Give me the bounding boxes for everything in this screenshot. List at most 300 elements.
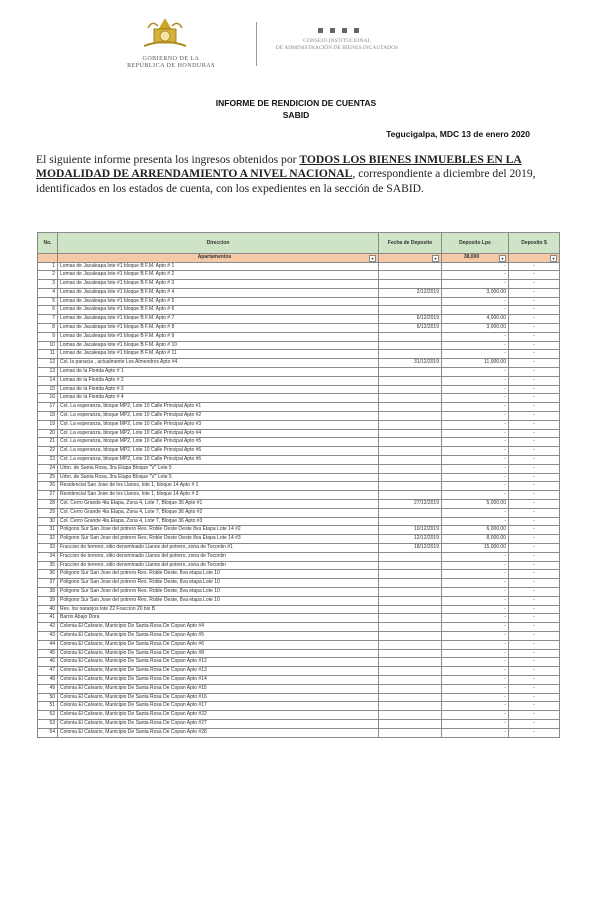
row-date: [379, 561, 442, 570]
table-row: [38, 517, 560, 526]
row-deposit-usd: -: [509, 368, 560, 377]
row-deposit-lps: -: [442, 605, 509, 614]
row-number: 38: [38, 587, 58, 596]
row-address: Colonia El Calvario, Municipio De Santa Rosa De Copan Apto #8: [58, 649, 379, 658]
row-deposit-usd: -: [509, 508, 560, 517]
letterhead: [0, 0, 592, 90]
row-address: Colonia El Calvario, Municipio De Santa Rosa De Copan Apto #28: [58, 728, 379, 737]
table-row: [38, 684, 560, 693]
table-row: [38, 491, 560, 500]
row-date: [379, 403, 442, 412]
row-deposit-lps: -: [442, 368, 509, 377]
row-address: Lomas de Jacaleapa lote #1 bloque B F.M. Apto # 6: [58, 306, 379, 315]
row-address: Col. Cerro Grande 4ta Etapa, Zona 4, Lote 7, Bloque 36 Apto #2: [58, 508, 379, 517]
row-address: Col. Cerro Grande 4ta Etapa, Zona 4, Lote 7, Bloque 36 Apto #1: [58, 500, 379, 509]
table-row: [38, 315, 560, 324]
filter-dropdown-icon[interactable]: ▾: [369, 255, 376, 262]
row-deposit-lps: -: [442, 711, 509, 720]
row-deposit-usd: -: [509, 420, 560, 429]
row-date: [379, 262, 442, 271]
row-number: 8: [38, 324, 58, 333]
table-row: [38, 262, 560, 271]
row-number: 42: [38, 623, 58, 632]
row-date: [379, 271, 442, 280]
col-header-deposito-usd: Deposito $: [509, 233, 560, 254]
row-date: [379, 623, 442, 632]
table-row: [38, 403, 560, 412]
table-row: [38, 332, 560, 341]
row-deposit-usd: -: [509, 658, 560, 667]
row-number: 6: [38, 306, 58, 315]
table-row: [38, 464, 560, 473]
row-deposit-usd: -: [509, 596, 560, 605]
row-date: [379, 605, 442, 614]
table-row: [38, 693, 560, 702]
row-address: Lomas de Jacaleapa lote #1 bloque B F.M. Apto # 4: [58, 288, 379, 297]
row-deposit-lps: -: [442, 271, 509, 280]
row-date: [379, 368, 442, 377]
row-date: [379, 420, 442, 429]
row-number: 34: [38, 552, 58, 561]
row-deposit-usd: -: [509, 447, 560, 456]
row-date: 12/12/2019: [379, 535, 442, 544]
table-row: [38, 271, 560, 280]
table-row: [38, 535, 560, 544]
row-deposit-usd: -: [509, 579, 560, 588]
report-subtitle: SABID: [282, 110, 310, 120]
row-date: [379, 385, 442, 394]
row-address: Fraccion de terreno, sitio denominado Llanos del potrero, zona de Tocontin #1: [58, 544, 379, 553]
row-number: 54: [38, 728, 58, 737]
row-number: 16: [38, 394, 58, 403]
row-deposit-lps: -: [442, 675, 509, 684]
row-deposit-lps: -: [442, 438, 509, 447]
table-row: [38, 394, 560, 403]
table-row: [38, 675, 560, 684]
table-row: [38, 280, 560, 289]
row-deposit-lps: -: [442, 570, 509, 579]
table-row: [38, 579, 560, 588]
row-date: 18/12/2019: [379, 544, 442, 553]
row-deposit-lps: -: [442, 719, 509, 728]
row-number: 14: [38, 376, 58, 385]
intro-bold-text: TODOS LOS BIENES INMUEBLES EN LA MODALIDAD DE ARRENDAMIENTO A NIVEL NACIONAL: [36, 153, 522, 181]
row-deposit-lps: -: [442, 649, 509, 658]
table-row: [38, 473, 560, 482]
row-deposit-lps: -: [442, 596, 509, 605]
col-header-no: No.: [38, 233, 58, 254]
row-address: Colonia El Calvario, Municipio De Santa Rosa De Copan Apto #12: [58, 658, 379, 667]
row-address: Colonia El Calvario, Municipio De Santa Rosa De Copan Apto #5: [58, 631, 379, 640]
row-deposit-usd: -: [509, 693, 560, 702]
row-deposit-lps: -: [442, 456, 509, 465]
row-number: 18: [38, 412, 58, 421]
row-deposit-usd: -: [509, 526, 560, 535]
row-address: Lomas de la Florida Apto # 2: [58, 376, 379, 385]
row-address: Colonia El Calvario, Municipio De Santa Rosa De Copan Apto #4: [58, 623, 379, 632]
row-date: [379, 350, 442, 359]
category-label: Apartamentos: [197, 254, 232, 260]
row-address: Col. La esperanza, bloque MP2, Lote 10 Calle Principal Apto #6: [58, 456, 379, 465]
row-address: Res. los naranjos lote 22 Fraccion 20 bis B: [58, 605, 379, 614]
row-date: [379, 719, 442, 728]
row-deposit-lps: 3,000.00: [442, 288, 509, 297]
row-date: [379, 631, 442, 640]
table-row: [38, 438, 560, 447]
row-deposit-lps: -: [442, 262, 509, 271]
table-row: [38, 412, 560, 421]
row-deposit-lps: -: [442, 332, 509, 341]
row-deposit-lps: -: [442, 693, 509, 702]
row-deposit-usd: -: [509, 500, 560, 509]
col-header-deposito-lps: Deposito Lps: [442, 233, 509, 254]
row-date: [379, 280, 442, 289]
row-date: [379, 341, 442, 350]
table-row: [38, 667, 560, 676]
row-deposit-usd: -: [509, 711, 560, 720]
row-address: Col. La esperanza, bloque MP2, Lote 10 Calle Principal Apto #2: [58, 412, 379, 421]
row-address: Poligono Sur San Jose del potrero Res. Roble Oeste Oeste 8va Etapa Lote 14 #2: [58, 526, 379, 535]
row-address: Col. Cerro Grande 4ta Etapa, Zona 4, Lote 7, Bloque 36 Apto #3: [58, 517, 379, 526]
table-row: [38, 385, 560, 394]
row-address: Lomas de Jacaleapa lote #1 bloque B F.M. Apto # 11: [58, 350, 379, 359]
row-deposit-usd: -: [509, 464, 560, 473]
row-number: 9: [38, 332, 58, 341]
col-header-direccion: Direccion: [58, 233, 379, 254]
row-date: [379, 675, 442, 684]
row-deposit-usd: -: [509, 570, 560, 579]
row-address: Barrio Abajo Dora: [58, 614, 379, 623]
table-row: [38, 552, 560, 561]
row-deposit-lps: -: [442, 614, 509, 623]
row-deposit-lps: -: [442, 412, 509, 421]
row-deposit-usd: -: [509, 376, 560, 385]
row-deposit-usd: -: [509, 667, 560, 676]
row-number: 32: [38, 535, 58, 544]
row-deposit-usd: -: [509, 385, 560, 394]
row-deposit-usd: -: [509, 332, 560, 341]
row-deposit-lps: -: [442, 631, 509, 640]
table-row: [38, 447, 560, 456]
row-deposit-usd: -: [509, 403, 560, 412]
row-address: Lomas de la Florida Apto # 4: [58, 394, 379, 403]
row-deposit-usd: -: [509, 324, 560, 333]
row-deposit-lps: 6,000.00: [442, 526, 509, 535]
row-number: 3: [38, 280, 58, 289]
row-date: 2/12/2019: [379, 288, 442, 297]
row-deposit-usd: -: [509, 535, 560, 544]
row-deposit-usd: -: [509, 702, 560, 711]
row-address: Colonia El Calvario, Municipio De Santa Rosa De Copan Apto #17: [58, 702, 379, 711]
table-row: [38, 500, 560, 509]
row-number: 11: [38, 350, 58, 359]
row-number: 48: [38, 675, 58, 684]
row-date: [379, 614, 442, 623]
government-name: GOBIERNO DE LA REPÚBLICA DE HONDURAS: [127, 56, 215, 69]
row-deposit-usd: -: [509, 544, 560, 553]
row-deposit-usd: -: [509, 623, 560, 632]
row-deposit-usd: -: [509, 561, 560, 570]
filter-dropdown-icon[interactable]: ▾: [550, 255, 557, 262]
row-deposit-usd: -: [509, 350, 560, 359]
row-date: [379, 684, 442, 693]
row-date: [379, 508, 442, 517]
row-date: [379, 491, 442, 500]
agency-name: CONSEJO INSTITUCIONAL DE ADMINISTRACIÓN DE BIENES INCAUTADOS: [275, 38, 399, 51]
table-row: [38, 429, 560, 438]
table-row: [38, 376, 560, 385]
report-title: INFORME DE RENDICION DE CUENTAS: [215, 98, 377, 108]
row-deposit-usd: -: [509, 394, 560, 403]
row-date: [379, 693, 442, 702]
row-number: 17: [38, 403, 58, 412]
table-row: [38, 456, 560, 465]
row-address: Lomas de la Florida Apto # 1: [58, 368, 379, 377]
row-date: [379, 482, 442, 491]
filter-dropdown-icon[interactable]: ▾: [432, 255, 439, 262]
row-deposit-lps: -: [442, 376, 509, 385]
row-deposit-usd: -: [509, 675, 560, 684]
row-date: [379, 587, 442, 596]
row-number: 47: [38, 667, 58, 676]
government-seal-icon: [138, 16, 192, 52]
row-deposit-usd: -: [509, 412, 560, 421]
row-date: [379, 376, 442, 385]
agency-logo-icon: [296, 26, 386, 36]
row-address: Colonia El Calvario, Municipio De Santa Rosa De Copan Apto #27: [58, 719, 379, 728]
row-address: Residencial San Jose de los Llanos, lote 1, bloque 14 Apto # 3: [58, 491, 379, 500]
row-date: [379, 552, 442, 561]
table-row: [38, 350, 560, 359]
row-date: [379, 658, 442, 667]
row-deposit-lps: -: [442, 306, 509, 315]
table-row: [38, 711, 560, 720]
row-deposit-lps: -: [442, 561, 509, 570]
row-address: Col. La esperanza, bloque MP2, Lote 10 Calle Principal Apto #4: [58, 429, 379, 438]
row-date: [379, 297, 442, 306]
filter-row: [38, 254, 560, 263]
row-address: Urbn. de Santa Rosa, 3ra Etapa Bloque "V" Lote 5: [58, 464, 379, 473]
row-deposit-lps: -: [442, 420, 509, 429]
row-deposit-lps: -: [442, 447, 509, 456]
table-row: [38, 605, 560, 614]
row-deposit-lps: -: [442, 491, 509, 500]
row-date: [379, 473, 442, 482]
row-number: 22: [38, 447, 58, 456]
row-number: 13: [38, 368, 58, 377]
row-deposit-usd: -: [509, 429, 560, 438]
row-date: 27/12/2019: [379, 500, 442, 509]
row-deposit-lps: 3,000.00: [442, 324, 509, 333]
table-row: [38, 324, 560, 333]
category-total: 38,000: [463, 254, 480, 260]
row-deposit-lps: -: [442, 385, 509, 394]
row-date: [379, 728, 442, 737]
row-deposit-lps: 11,000.00: [442, 359, 509, 368]
row-number: 12: [38, 359, 58, 368]
row-number: 27: [38, 491, 58, 500]
row-number: 33: [38, 544, 58, 553]
row-deposit-lps: -: [442, 623, 509, 632]
row-number: 1: [38, 262, 58, 271]
row-number: 23: [38, 456, 58, 465]
place-date: Tegucigalpa, MDC 13 de enero 2020: [386, 129, 530, 139]
header-divider: [256, 22, 257, 66]
row-date: [379, 517, 442, 526]
row-deposit-lps: 4,000.00: [442, 315, 509, 324]
table-row: [38, 288, 560, 297]
row-number: 30: [38, 517, 58, 526]
table-row: [38, 614, 560, 623]
row-number: 25: [38, 473, 58, 482]
row-date: [379, 464, 442, 473]
row-address: Lomas de Jacaleapa lote #1 bloque B F.M. Apto # 7: [58, 315, 379, 324]
row-number: 50: [38, 693, 58, 702]
row-address: Fraccion de terreno, sitio denominado Llanos del potrero, zona de Tocontin: [58, 561, 379, 570]
col-header-fecha: Fecha de Deposito: [379, 233, 442, 254]
row-number: 20: [38, 429, 58, 438]
row-deposit-lps: -: [442, 587, 509, 596]
row-date: [379, 447, 442, 456]
table-row: [38, 719, 560, 728]
row-address: Residencial San Jose de los Llanos, lote 1, bloque 14 Apto # 1: [58, 482, 379, 491]
table-row: [38, 658, 560, 667]
row-deposit-lps: -: [442, 579, 509, 588]
row-date: [379, 394, 442, 403]
row-date: [379, 711, 442, 720]
table-row: [38, 596, 560, 605]
row-number: 39: [38, 596, 58, 605]
row-number: 49: [38, 684, 58, 693]
row-deposit-lps: -: [442, 464, 509, 473]
row-date: [379, 456, 442, 465]
row-deposit-lps: -: [442, 640, 509, 649]
row-date: [379, 596, 442, 605]
row-number: 40: [38, 605, 58, 614]
row-deposit-lps: -: [442, 341, 509, 350]
row-address: Colonia El Calvario, Municipio De Santa Rosa De Copan Apto #15: [58, 684, 379, 693]
row-date: [379, 649, 442, 658]
row-deposit-lps: 5,000.00: [442, 500, 509, 509]
row-deposit-usd: -: [509, 587, 560, 596]
row-number: 29: [38, 508, 58, 517]
row-number: 21: [38, 438, 58, 447]
row-address: Colonia El Calvario, Municipio De Santa Rosa De Copan Apto #22: [58, 711, 379, 720]
table-row: [38, 544, 560, 553]
row-deposit-lps: -: [442, 517, 509, 526]
row-address: Lomas de Jacaleapa lote #1 bloque B F.M. Apto # 9: [58, 332, 379, 341]
table-row: [38, 359, 560, 368]
table-row: [38, 728, 560, 737]
row-number: 51: [38, 702, 58, 711]
table-row: [38, 631, 560, 640]
row-deposit-usd: -: [509, 438, 560, 447]
row-number: 45: [38, 649, 58, 658]
row-deposit-lps: -: [442, 482, 509, 491]
row-number: 26: [38, 482, 58, 491]
filter-dropdown-icon[interactable]: ▾: [499, 255, 506, 262]
row-deposit-lps: -: [442, 508, 509, 517]
row-address: Poligono Sur San Jose del potrero Res. Roble Oeste, 8va etapa Lote 10: [58, 587, 379, 596]
row-number: 52: [38, 711, 58, 720]
table-row: [38, 587, 560, 596]
row-deposit-usd: -: [509, 315, 560, 324]
table-row: [38, 640, 560, 649]
row-date: [379, 702, 442, 711]
row-address: Urbn. de Santa Rosa, 3ra Etapa Bloque "V" Lote 5: [58, 473, 379, 482]
row-date: [379, 570, 442, 579]
row-deposit-usd: -: [509, 614, 560, 623]
row-address: Lomas de Jacaleapa lote #1 bloque B F.M. Apto # 8: [58, 324, 379, 333]
row-number: 10: [38, 341, 58, 350]
row-number: 46: [38, 658, 58, 667]
row-address: Col. La esperanza, bloque MP2, Lote 10 Calle Principal Apto #6: [58, 447, 379, 456]
row-address: Colonia El Calvario, Municipio De Santa Rosa De Copan Apto #14: [58, 675, 379, 684]
row-number: 2: [38, 271, 58, 280]
row-date: [379, 306, 442, 315]
row-date: 6/12/2019: [379, 315, 442, 324]
row-address: Colonia El Calvario, Municipio De Santa Rosa De Copan Apto #13: [58, 667, 379, 676]
table-row: [38, 341, 560, 350]
row-deposit-lps: -: [442, 280, 509, 289]
row-address: Colonia El Calvario, Municipio De Santa Rosa De Copan Apto #6: [58, 640, 379, 649]
row-number: 5: [38, 297, 58, 306]
table-row: [38, 526, 560, 535]
row-address: Fraccion de terreno, sitio denominado Llanos del potrero, zona de Tocontin: [58, 552, 379, 561]
row-number: 41: [38, 614, 58, 623]
row-address: Lomas de Jacaleapa lote #1 bloque B F.M. Apto # 3: [58, 280, 379, 289]
row-deposit-lps: -: [442, 350, 509, 359]
row-number: 35: [38, 561, 58, 570]
row-date: [379, 438, 442, 447]
row-number: 24: [38, 464, 58, 473]
row-deposit-usd: -: [509, 359, 560, 368]
row-date: 31/12/2019: [379, 359, 442, 368]
row-number: 15: [38, 385, 58, 394]
row-deposit-usd: -: [509, 552, 560, 561]
row-deposit-usd: -: [509, 341, 560, 350]
row-address: Lomas de Jacaleapa lote #1 bloque B F.M. Apto # 2: [58, 271, 379, 280]
table-row: [38, 420, 560, 429]
row-deposit-usd: -: [509, 631, 560, 640]
row-deposit-lps: -: [442, 702, 509, 711]
table-row: [38, 306, 560, 315]
row-deposit-lps: -: [442, 552, 509, 561]
row-address: Lomas de la Florida Apto # 3: [58, 385, 379, 394]
row-deposit-usd: -: [509, 684, 560, 693]
row-number: 19: [38, 420, 58, 429]
row-address: Lomas de Jacaleapa lote #1 bloque B F.M. Apto # 1: [58, 262, 379, 271]
row-deposit-lps: -: [442, 297, 509, 306]
row-date: [379, 429, 442, 438]
row-number: 28: [38, 500, 58, 509]
row-deposit-usd: -: [509, 649, 560, 658]
intro-paragraph: El siguiente informe presenta los ingresos obtenidos por TODOS LOS BIENES INMUEBLES EN LA MODALIDAD DE ARRENDAMIENTO A NIVEL NACIONAL, correspondiente a diciembre del 2019, identificados en los estados de cuenta, con los expedientes en la sección de SABID.: [36, 153, 536, 195]
row-deposit-usd: -: [509, 482, 560, 491]
row-deposit-usd: -: [509, 456, 560, 465]
row-deposit-lps: -: [442, 684, 509, 693]
table-row: [38, 482, 560, 491]
row-address: Col. La esperanza, bloque MP2, Lote 10 Calle Principal Apto #1: [58, 403, 379, 412]
row-address: Col. La esperanza, bloque MP2, Lote 10 Calle Principal Apto #5: [58, 438, 379, 447]
row-deposit-usd: -: [509, 605, 560, 614]
row-date: 10/12/2019: [379, 526, 442, 535]
row-deposit-usd: -: [509, 271, 560, 280]
row-deposit-usd: -: [509, 288, 560, 297]
row-deposit-usd: -: [509, 280, 560, 289]
row-number: 53: [38, 719, 58, 728]
row-deposit-lps: -: [442, 728, 509, 737]
